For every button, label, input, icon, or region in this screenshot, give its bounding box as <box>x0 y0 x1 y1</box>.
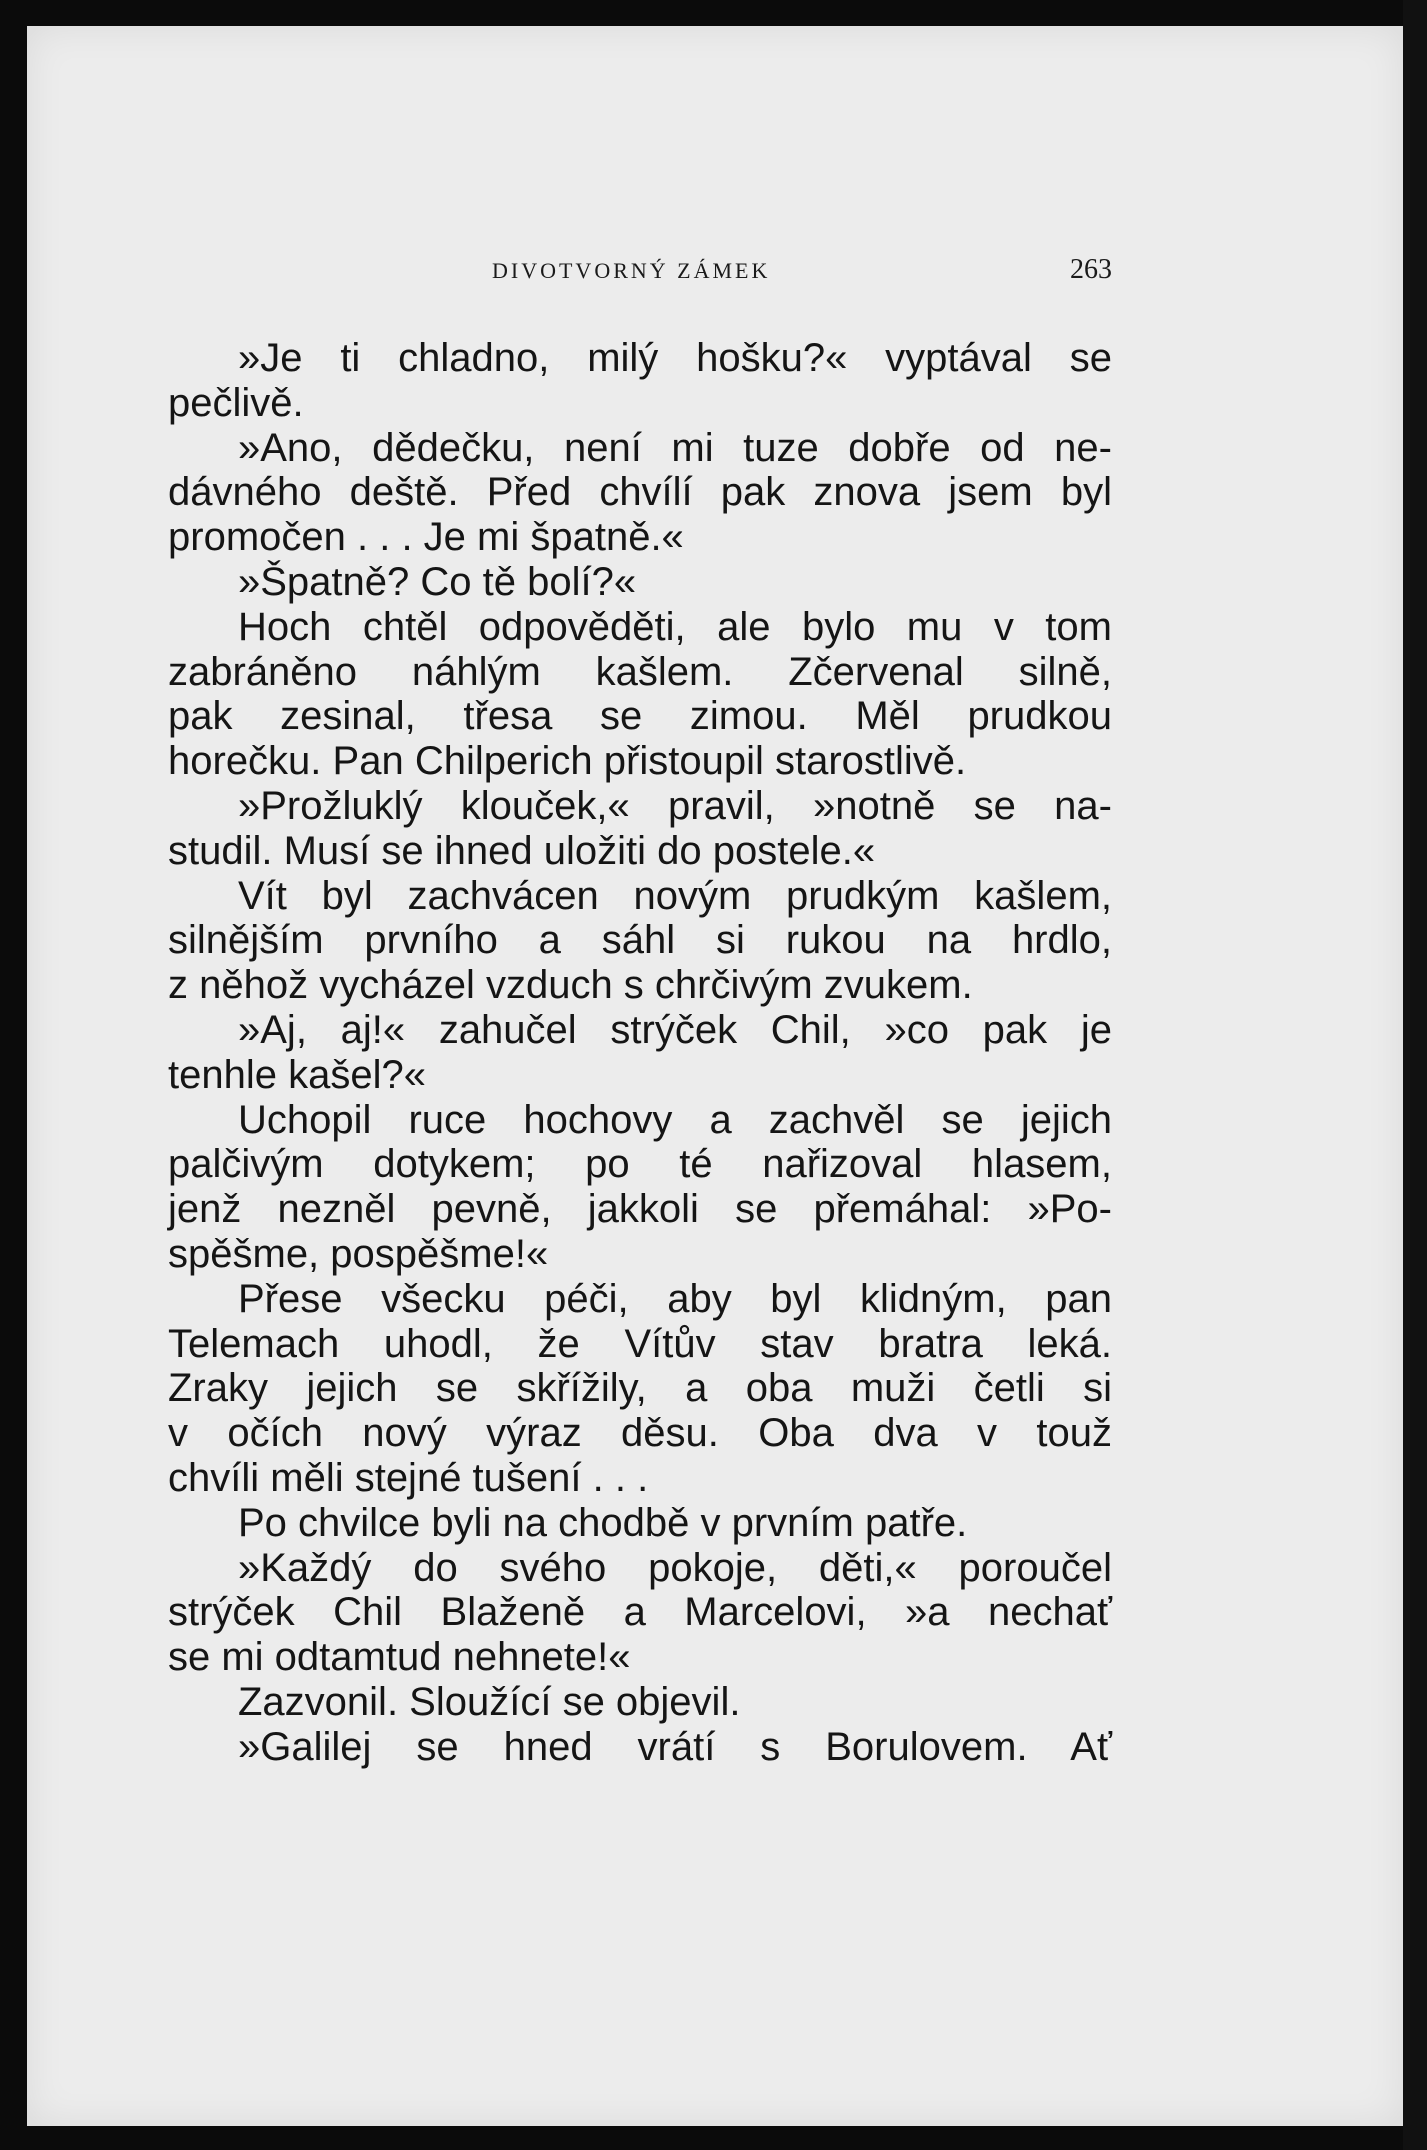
text-line: »Aj, aj!« zahučel strýček Chil, »co pak je <box>238 1007 1112 1052</box>
text-line: dávného deště. Před chvílí pak znova jsem byl <box>168 470 1112 515</box>
text-line: promočen . . . Je mi špatně.« <box>168 515 684 560</box>
text-line: Hoch chtěl odpověděti, ale bylo mu v tom <box>238 604 1112 649</box>
text-line: horečku. Pan Chilperich přistoupil starostlivě. <box>168 739 967 784</box>
running-head <box>168 254 1112 288</box>
running-head-title: DIVOTVORNÝ ZÁMEK <box>492 258 771 283</box>
text-line: »Špatně? Co tě bolí?« <box>238 559 637 604</box>
text-line: silnějším prvního a sáhl si rukou na hrdlo, <box>168 918 1112 963</box>
text-line: se mi odtamtud nehnete!« <box>168 1635 631 1680</box>
text-line: »Je ti chladno, milý hošku?« vyptával se <box>238 336 1112 380</box>
text-line: v očích nový výraz děsu. Oba dva v touž <box>168 1411 1112 1456</box>
text-line: tenhle kašel?« <box>168 1052 426 1097</box>
text-line: zabráněno náhlým kašlem. Zčervenal silně, <box>168 649 1112 694</box>
text-line: strýček Chil Blaženě a Marcelovi, »a nechať <box>168 1590 1112 1635</box>
text-line: Zazvonil. Sloužící se objevil. <box>238 1679 741 1724</box>
text-line: »Každý do svého pokoje, děti,« poroučel <box>238 1545 1112 1590</box>
text-line: »Ano, dědečku, není mi tuze dobře od ne- <box>238 425 1112 470</box>
page-edge-shadow <box>1403 0 1427 2150</box>
body-text <box>168 336 1112 1770</box>
text-line: »Galilej se hned vrátí s Borulovem. Ať <box>238 1724 1112 1769</box>
text-line: chvíli měli stejné tušení . . . <box>168 1455 649 1500</box>
text-line: palčivým dotykem; po té nařizoval hlasem, <box>168 1142 1112 1187</box>
text-line: Vít byl zachvácen novým prudkým kašlem, <box>238 873 1112 918</box>
text-line: Zraky jejich se skřížily, a oba muži četli si <box>168 1366 1112 1411</box>
text-line: jenž nezněl pevně, jakkoli se přemáhal: »Po- <box>168 1187 1112 1232</box>
text-line: pečlivě. <box>168 380 304 425</box>
text-line: Přese všecku péči, aby byl klidným, pan <box>238 1276 1112 1321</box>
text-line: Telemach uhodl, že Vítův stav bratra leká. <box>168 1321 1112 1366</box>
text-line: z něhož vycházel vzduch s chrčivým zvukem. <box>168 963 973 1008</box>
text-line: »Prožluklý klouček,« pravil, »notně se na- <box>238 783 1112 828</box>
text-line: Uchopil ruce hochovy a zachvěl se jejich <box>238 1097 1112 1142</box>
text-line: Po chvilce byli na chodbě v prvním patře. <box>238 1500 968 1545</box>
page-number: 263 <box>1070 254 1112 285</box>
text-line: pak zesinal, třesa se zimou. Měl prudkou <box>168 694 1112 739</box>
text-line: studil. Musí se ihned uložiti do postele.« <box>168 828 876 873</box>
text-line: spěšme, pospěšme!« <box>168 1231 549 1276</box>
